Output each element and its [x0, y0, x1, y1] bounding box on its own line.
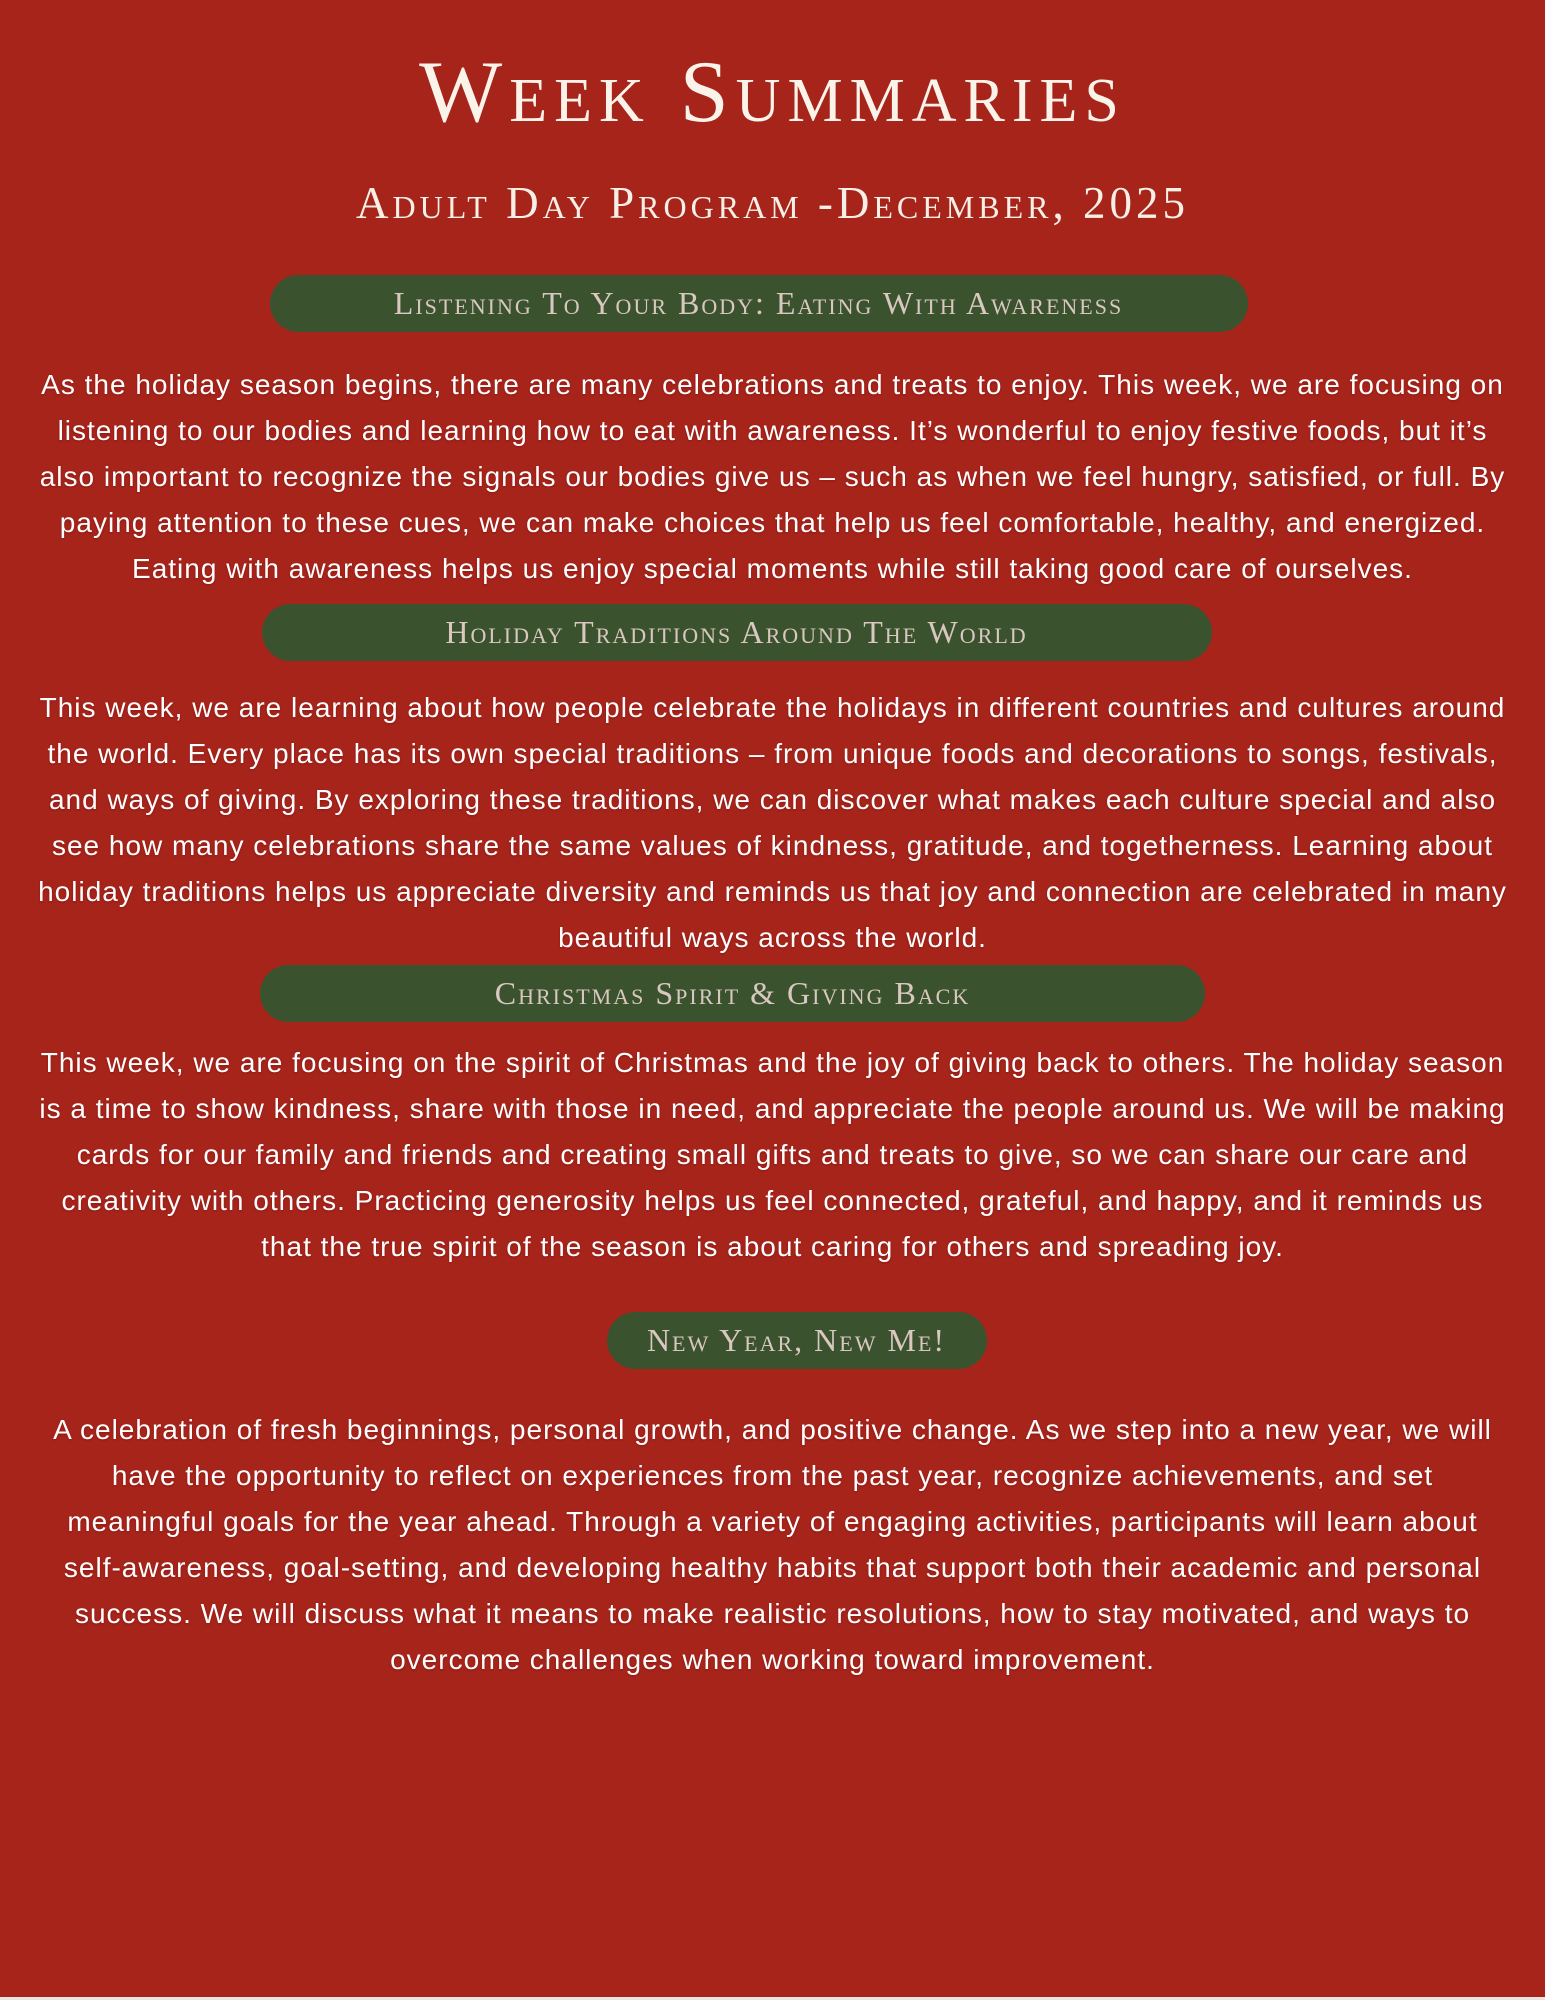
section-1-header-label: Listening To Your Body: Eating With Awareness: [393, 284, 1124, 321]
section-4-paragraph: A celebration of fresh beginnings, personal growth, and positive change. As we step into a new year, we will have the opportunity to reflect on experiences from the past year, recognize achievements, and set meaningful goals for the year ahead. Through a variety of engaging activities, participants will learn about self-awareness, goal-setting, and developing healthy habits that support both their academic and personal success. We will discuss what it means to make realistic resolutions, how to stay motivated, and ways to overcome challenges when working toward improvement.: [53, 1413, 1492, 1675]
section-3-header-pill: [260, 965, 1205, 1022]
page-title: Week Summaries: [419, 44, 1126, 141]
section-1-paragraph: As the holiday season begins, there are many celebrations and treats to enjoy. This week, we are focusing on listening to our bodies and learning how to eat with awareness. It’s wonderful to enjoy festive foods, but it’s also important to recognize the signals our bodies give us – such as when we feel hungry, satisfied, or full. By paying attention to these cues, we can make choices that help us feel comfortable, healthy, and energized. Eating with awareness helps us enjoy special moments while still taking good care of ourselves.: [39, 368, 1506, 584]
section-2-header-label: Holiday Traditions Around The World: [445, 613, 1028, 650]
section-3-header-label: Christmas Spirit & Giving Back: [494, 974, 971, 1011]
section-4-header-label: New Year, New Me!: [646, 1321, 947, 1358]
section-2-header-pill: [262, 604, 1212, 661]
section-1-header-pill: [270, 275, 1248, 332]
section-4-header-pill: [607, 1312, 987, 1369]
page-subtitle: Adult Day Program -December, 2025: [355, 178, 1189, 229]
section-3-paragraph: This week, we are focusing on the spirit of Christmas and the joy of giving back to others. The holiday season is a time to show kindness, share with those in need, and appreciate the people around us. We will be making cards for our family and friends and creating small gifts and treats to give, so we can share our care and creativity with others. Practicing generosity helps us feel connected, grateful, and happy, and it reminds us that the true spirit of the season is about caring for others and spreading joy.: [39, 1046, 1506, 1262]
section-2-paragraph: This week, we are learning about how people celebrate the holidays in different countries and cultures around the world. Every place has its own special traditions – from unique foods and decorations to songs, festivals, and ways of giving. By exploring these traditions, we can discover what makes each culture special and also see how many celebrations share the same values of kindness, gratitude, and togetherness. Learning about holiday traditions helps us appreciate diversity and reminds us that joy and connection are celebrated in many beautiful ways across the world.: [38, 691, 1507, 953]
